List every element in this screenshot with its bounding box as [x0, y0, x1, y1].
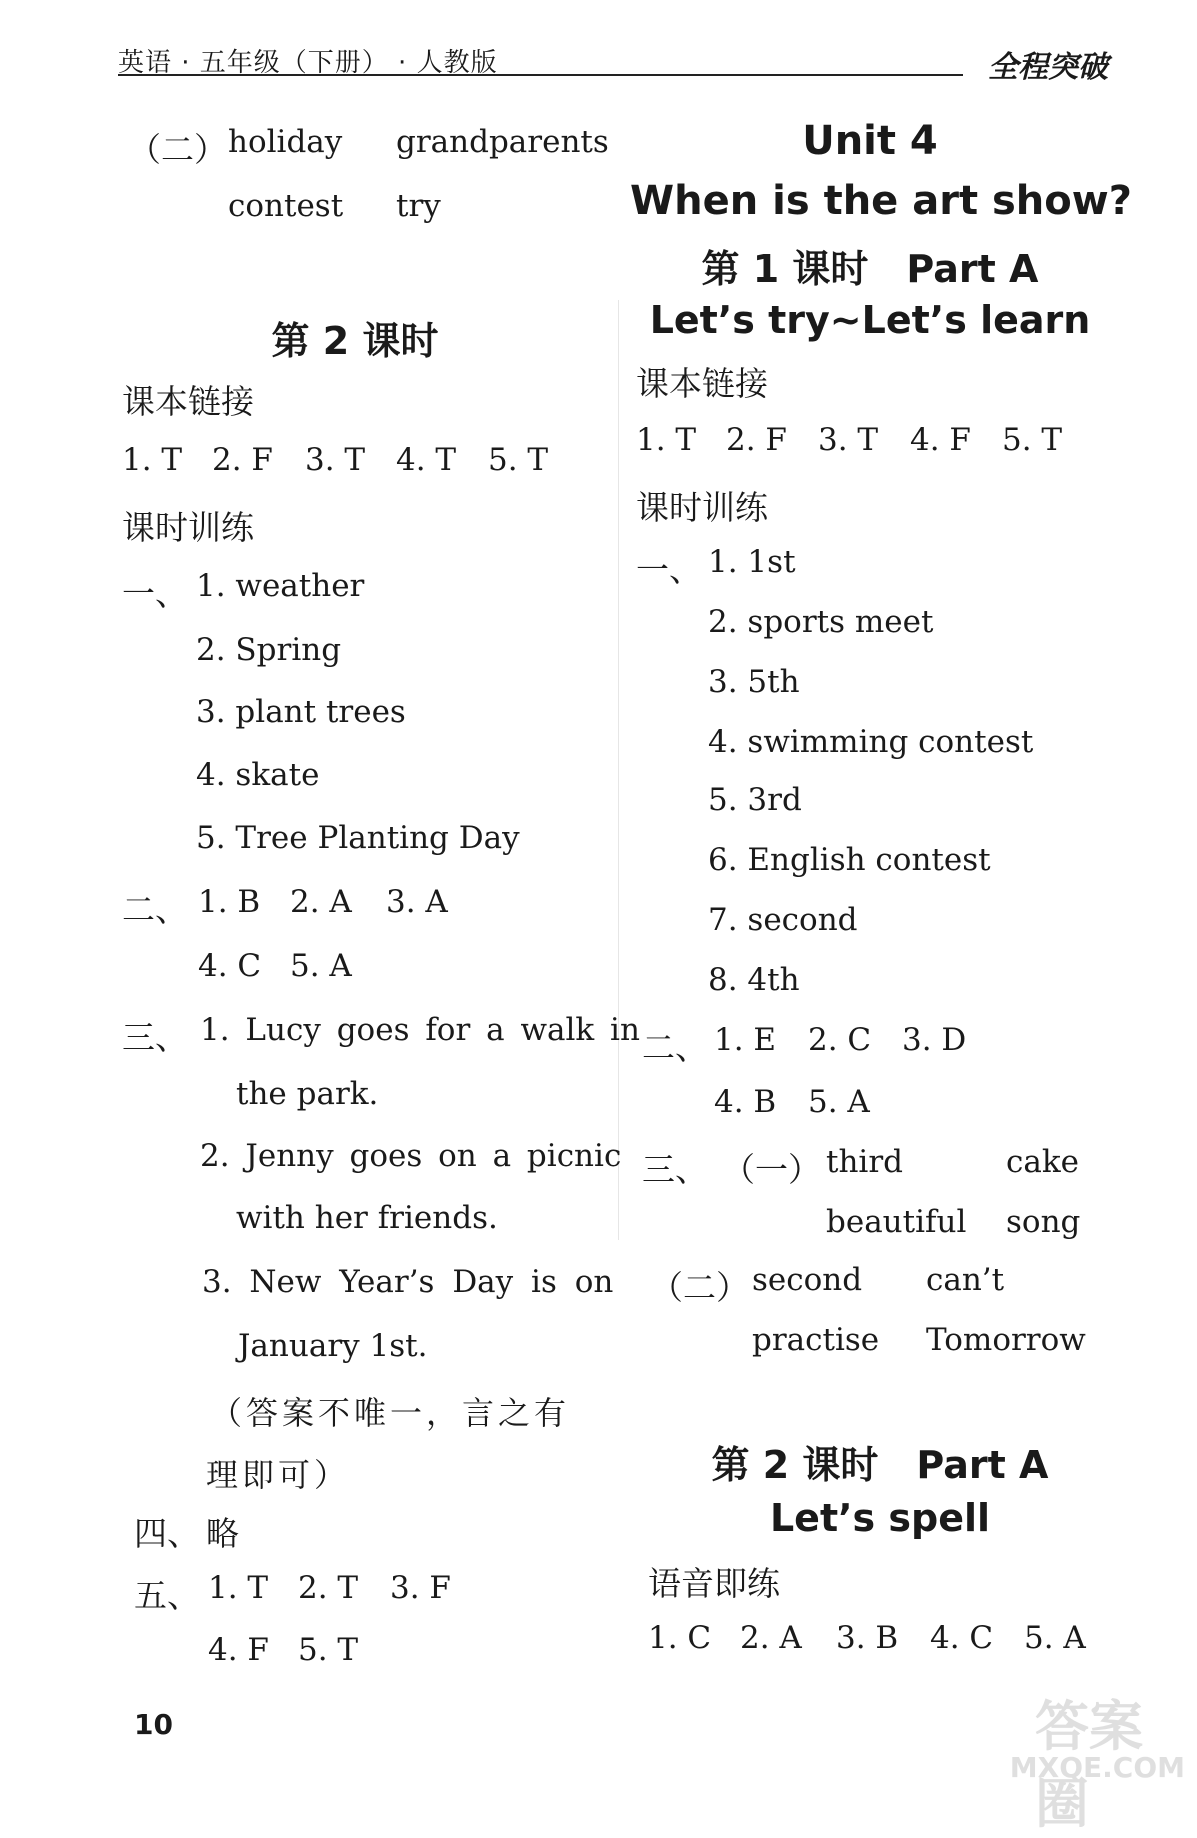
part3-note-line-1: （答案不唯一，言之有 [210, 1394, 571, 1432]
right-part3-sub2-word-3: practise [752, 1322, 880, 1358]
phonics-answer-4: 4. C [930, 1620, 994, 1656]
phonics-answer-2: 2. A [740, 1620, 802, 1656]
right-textbook-answer-5: 5. T [1002, 422, 1063, 458]
right-part3-sub2-word-2: can’t [926, 1262, 1005, 1298]
prev-word-4: try [396, 188, 441, 224]
right-part1-item-3: 3. 5th [708, 664, 800, 700]
part5-answer-4: 4. F [208, 1632, 269, 1668]
part5-answer-1: 1. T [208, 1570, 269, 1606]
prev-word-1: holiday [228, 124, 343, 160]
page-number: 10 [134, 1708, 173, 1741]
textbook-answer-3: 3. T [305, 442, 366, 478]
part3-sentence-1-line-1: 1. Lucy goes for a walk in [200, 1012, 640, 1048]
right-textbook-link-title: 课本链接 [636, 364, 768, 403]
right-part1-item-5: 5. 3rd [708, 782, 802, 818]
header-rule [118, 74, 963, 76]
page-header [118, 38, 1108, 90]
right-part2-answer-2: 2. C [808, 1022, 872, 1058]
part1-item-4: 4. skate [196, 757, 320, 793]
prev-section-label: （二） [128, 130, 227, 169]
right-part1-label: 一、 [636, 550, 702, 589]
part5-answer-5: 5. T [298, 1632, 359, 1668]
right-part3-sub2-word-4: Tomorrow [926, 1322, 1086, 1358]
part3-label: 三、 [122, 1018, 188, 1057]
unit-number: Unit 4 [802, 118, 938, 164]
part1-label: 一、 [122, 574, 188, 613]
lesson-title: 第 2 课时 [271, 319, 439, 363]
part4-label: 四、 [134, 1514, 200, 1553]
part5-label: 五、 [134, 1576, 200, 1615]
part3-sentence-1-line-2: the park. [236, 1076, 379, 1112]
watermark-text: MXQE.COM [1009, 1751, 1185, 1784]
part3-note-line-2: 理即可） [206, 1456, 351, 1494]
phonics-answer-3: 3. B [836, 1620, 899, 1656]
textbook-answer-5: 5. T [488, 442, 549, 478]
part3-sentence-3-line-1: 3. New Year’s Day is on [202, 1264, 614, 1300]
prev-word-2: grandparents [396, 124, 609, 160]
right-part1-item-1: 1. 1st [708, 544, 796, 580]
right-textbook-answer-1: 1. T [636, 422, 697, 458]
part1-item-1: 1. weather [196, 568, 365, 604]
right-part3-sub2-label: （二） [650, 1268, 749, 1307]
part2-answer-5: 5. A [290, 948, 352, 984]
right-textbook-answer-4: 4. F [910, 422, 971, 458]
book-title: 英语 · 五年级（下册） · 人教版 [118, 48, 498, 78]
part2-label: 二、 [122, 890, 188, 929]
part3-sentence-3-line-2: January 1st. [238, 1328, 428, 1364]
right-part3-sub1-word-4: song [1006, 1204, 1081, 1240]
training-title: 课时训练 [122, 508, 254, 547]
right-part1-item-2: 2. sports meet [708, 604, 934, 640]
textbook-link-title: 课本链接 [122, 382, 254, 421]
part4-answer: 略 [206, 1514, 239, 1553]
lesson1-subtitle: Let’s try~Let’s learn [649, 298, 1091, 342]
watermark-logo-icon: 答案圈 [1035, 1695, 1143, 1835]
column-divider [618, 300, 619, 1240]
right-part2-answer-5: 5. A [808, 1084, 870, 1120]
right-part1-item-7: 7. second [708, 902, 858, 938]
right-part3-sub1-word-2: cake [1006, 1144, 1079, 1180]
lesson1-title: 第 1 课时 Part A [701, 247, 1039, 291]
right-part1-item-6: 6. English contest [708, 842, 991, 878]
right-part1-item-4: 4. swimming contest [708, 724, 1034, 760]
part1-item-2: 2. Spring [196, 632, 342, 668]
right-training-title: 课时训练 [636, 488, 768, 527]
right-part2-answer-3: 3. D [902, 1022, 967, 1058]
part2-answer-2: 2. A [290, 884, 352, 920]
right-part1-item-8: 8. 4th [708, 962, 800, 998]
right-part2-answer-1: 1. E [714, 1022, 777, 1058]
right-part3-sub1-word-1: third [826, 1144, 904, 1180]
phonics-title: 语音即练 [648, 1564, 780, 1603]
right-textbook-answer-2: 2. F [726, 422, 787, 458]
right-part3-label: 三、 [642, 1150, 708, 1189]
brand-logo: 全程突破 [988, 50, 1108, 85]
phonics-answer-5: 5. A [1024, 1620, 1086, 1656]
textbook-answer-2: 2. F [212, 442, 273, 478]
right-part2-answer-4: 4. B [714, 1084, 777, 1120]
right-part2-label: 二、 [642, 1028, 708, 1067]
prev-word-3: contest [228, 188, 344, 224]
part5-answer-3: 3. F [390, 1570, 451, 1606]
textbook-answer-4: 4. T [396, 442, 457, 478]
right-part3-sub2-word-1: second [752, 1262, 863, 1298]
part5-answer-2: 2. T [298, 1570, 359, 1606]
unit-title: When is the art show? [630, 178, 1132, 224]
part2-answer-3: 3. A [386, 884, 448, 920]
lesson2-subtitle: Let’s spell [769, 1496, 991, 1540]
part3-sentence-2-line-1: 2. Jenny goes on a picnic [200, 1138, 622, 1174]
textbook-answer-1: 1. T [122, 442, 183, 478]
part2-answer-1: 1. B [198, 884, 261, 920]
lesson2-title: 第 2 课时 Part A [711, 1443, 1049, 1487]
part1-item-3: 3. plant trees [196, 694, 406, 730]
part2-answer-4: 4. C [198, 948, 262, 984]
part1-item-5: 5. Tree Planting Day [196, 820, 520, 856]
site-watermark [1009, 1684, 1185, 1835]
right-part3-sub1-label: （一） [722, 1150, 821, 1189]
phonics-answer-1: 1. C [648, 1620, 712, 1656]
right-part3-sub1-word-3: beautiful [826, 1204, 967, 1240]
part3-sentence-2-line-2: with her friends. [236, 1200, 498, 1236]
right-textbook-answer-3: 3. T [818, 422, 879, 458]
